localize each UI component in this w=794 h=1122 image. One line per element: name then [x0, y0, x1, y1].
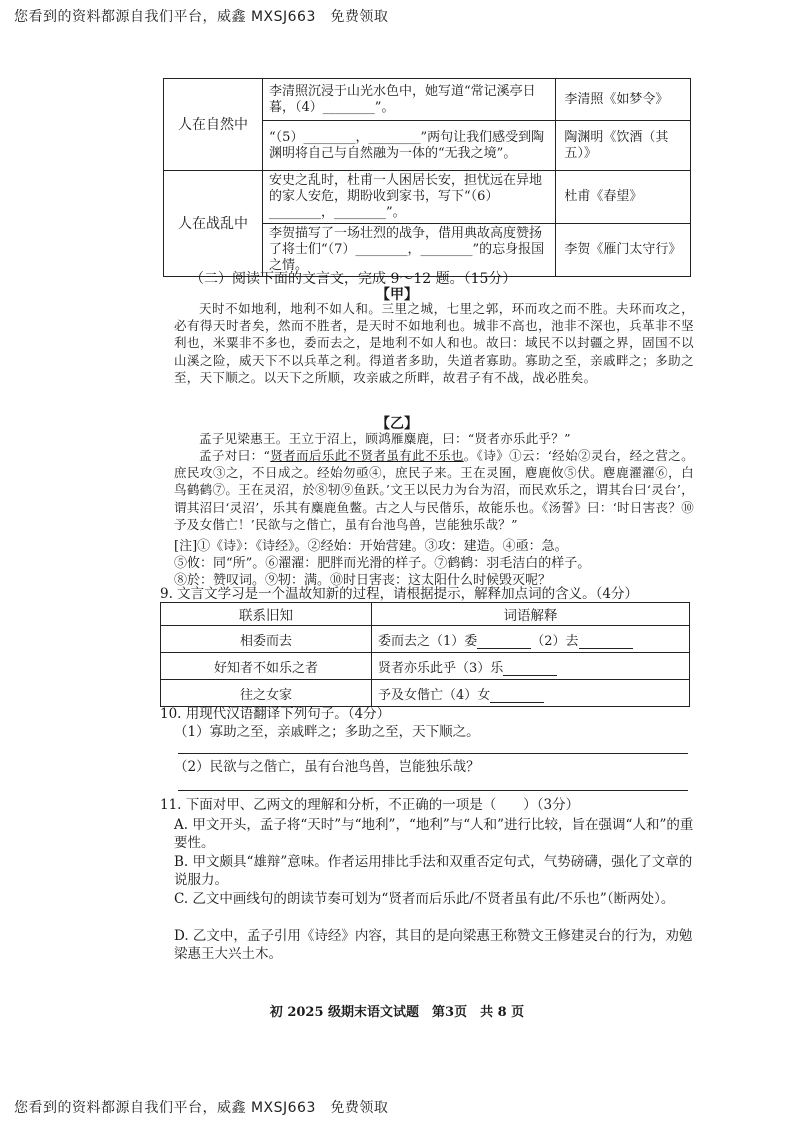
explanation-cell [372, 626, 690, 653]
question-9-stem: 9. 文言文学习是一个温故知新的过程，请根据提示，解释加点词的含义。（4分） [160, 586, 639, 602]
question-10-sentence-1: （1）寡助之至，亲戚畔之；多助之至，天下顺之。 [174, 724, 480, 740]
desc-cell: 安史之乱时，杜甫一人困居长安，担忧远在异地的家人安危，期盼收到家书，写下“（6）________，________”。 [263, 171, 556, 224]
option-d[interactable]: D. 乙文中，孟子引用《诗经》内容，其目的是向梁惠王称赞文王修建灵台的行为，劝勉梁惠王大兴土木。 [174, 928, 693, 962]
desc-cell: 李贺描写了一场壮烈的战争，借用典故高度赞扬了将士们“（7）________，________”的忘身报国之情。 [263, 224, 556, 277]
source-cell: 李贺《雁门太守行》 [556, 224, 691, 277]
watermark-banner-top: 您看到的资料都源自我们平台，威鑫 MXSJ663 免费领取 [14, 9, 389, 25]
answer-line[interactable] [178, 753, 688, 754]
table-header-row [161, 603, 690, 626]
explanation-cell [372, 653, 690, 680]
explanation-cell [372, 680, 690, 707]
table-row [164, 171, 691, 224]
annotation-line-3: ⑧於：赞叹词。⑨牣：满。⑩时日害丧：这太阳什么时候毁灭呢？ [174, 573, 552, 588]
source-cell: 杜甫《春望》 [556, 171, 691, 224]
passage-yi-title: 【乙】 [376, 416, 418, 432]
answer-blank[interactable] [490, 690, 544, 703]
poem-fill-table [163, 78, 691, 277]
question-10-sentence-2: （2）民欲与之偕亡，虽有台池鸟兽，岂能独乐哉？ [174, 759, 480, 775]
source-cell: 李清照《如梦令》 [556, 79, 691, 121]
header-cell: 词语解释 [372, 603, 690, 626]
passage-yi-paragraph-2 [174, 447, 694, 533]
category-cell: 人在战乱中 [164, 171, 263, 277]
answer-blank[interactable] [477, 636, 531, 649]
answer-blank[interactable] [579, 636, 633, 649]
watermark-banner-bottom: 您看到的资料都源自我们平台，威鑫 MXSJ663 免费领取 [14, 1100, 389, 1116]
yi-text-post: 。《诗》①云：‘经始②灵台，经之营之。庶民攻③之，不日成之。经始勿亟④，庶民子来。王在灵囿，麀鹿攸⑤伏。麀鹿濯濯⑥，白鸟鹤鹤⑦。王在灵沼，於⑧牣⑨鱼跃。’文王以民力为台为沼，而民欢乐之，谓其台曰‘灵台’，谓其沼曰‘灵沼’，乐其有麋鹿鱼鳖。古之人与民偕乐，故能乐也。《汤誓》曰：‘时日害丧？⑩予及女偕亡！’民欲与之偕亡，虽有台池鸟兽，岂能独乐哉？” [174, 448, 694, 532]
annotation-line-2: ⑤攸：同“所”。⑥濯濯：肥胖而光滑的样子。⑦鹤鹤：羽毛洁白的样子。 [174, 556, 591, 571]
answer-blank[interactable] [503, 663, 557, 676]
option-b[interactable]: B. 甲文颇具“雄辩”意味。作者运用排比手法和双重否定句式，气势磅礴，强化了文章的说服力。 [174, 854, 693, 888]
explanation-prompt: 委而去之（1）委 [378, 633, 478, 649]
vocab-table [160, 602, 690, 707]
table-row [161, 626, 690, 653]
explanation-prompt: 予及女偕亡（4）女 [378, 687, 491, 703]
desc-cell: “（5）________，________”两句让我们感受到陶渊明将自己与自然融为一体的“无我之境”。 [263, 121, 556, 171]
old-knowledge-cell: 相委而去 [161, 626, 372, 653]
table-row [161, 653, 690, 680]
question-10-stem: 10. 用现代汉语翻译下列句子。（4分） [160, 706, 391, 722]
question-11-stem: 11. 下面对甲、乙两文的理解和分析，不正确的一项是（ ）（3分） [160, 797, 580, 813]
explanation-prompt: 贤者亦乐此乎（3）乐 [378, 660, 504, 676]
old-knowledge-cell: 往之女家 [161, 680, 372, 707]
header-cell: 联系旧知 [161, 603, 372, 626]
annotation-line-1: [注]①《诗》：《诗经》。②经始：开始营建。③攻：建造。④亟：急。 [174, 539, 568, 554]
answer-line[interactable] [178, 790, 688, 791]
option-a[interactable]: A. 甲文开头，孟子将“天时”与“地利”，“地利”与“人和”进行比较，旨在强调“人和”的重要性。 [174, 817, 694, 851]
passage-yi-paragraph-1: 孟子见梁惠王。王立于沼上，顾鸿雁麋鹿，曰：“贤者亦乐此乎？” [199, 431, 571, 446]
section-heading: （二）阅读下面的文言文，完成 9～12 题。（15分） [190, 271, 517, 287]
source-cell: 陶渊明《饮酒（其五）》 [556, 121, 691, 171]
desc-cell: 李清照沉浸于山光水色中，她写道“常记溪亭日暮，（4）________”。 [263, 79, 556, 121]
passage-jia-title: 【甲】 [376, 287, 418, 303]
table-row [161, 680, 690, 707]
category-cell: 人在自然中 [164, 79, 263, 171]
old-knowledge-cell: 好知者不如乐之者 [161, 653, 372, 680]
passage-jia-text: 天时不如地利，地利不如人和。三里之城，七里之郭，环而攻之而不胜。夫环而攻之，必有得天时者矣，然而不胜者，是天时不如地利也。城非不高也，池非不深也，兵革非不坚利也，米粟非不多也，委而去之，是地利不如人和也。故曰：域民不以封疆之界，固国不以山溪之险，威天下不以兵革之利。得道者多助，失道者寡助。寡助之至，亲戚畔之；多助之至，天下顺之。以天下之所顺，攻亲戚之所畔，故君子有不战，战必胜矣。 [174, 301, 694, 385]
yi-text-pre: 孟子对曰：“ [199, 448, 271, 463]
page-footer: 初 2025 级期末语文试题 第3页 共 8 页 [269, 1005, 525, 1020]
table-row [164, 79, 691, 121]
explanation-prompt-2: （2）去 [531, 633, 579, 649]
option-c[interactable]: C. 乙文中画线句的朗读节奏可划为“贤者而后乐此/不贤者虽有此/不乐也”（断两处）。 [174, 891, 675, 907]
underlined-sentence: 贤者而后乐此不贤者虽有此不乐也 [270, 448, 464, 463]
